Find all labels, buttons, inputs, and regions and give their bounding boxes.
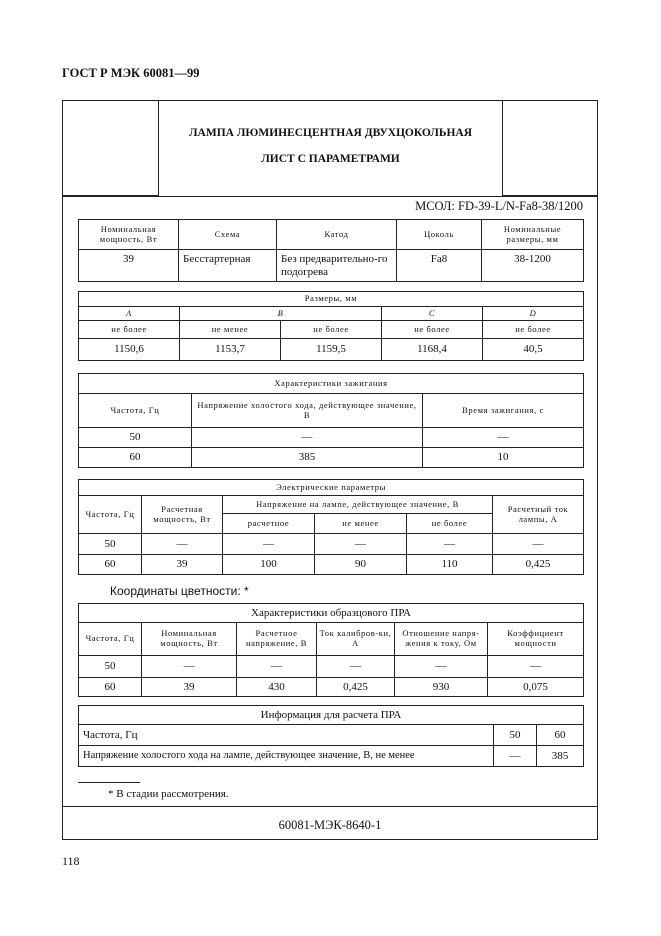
header-right-cell: [502, 100, 598, 196]
table-cell: 60: [79, 448, 192, 468]
limit-label: не более: [483, 321, 584, 339]
electrical-table: [78, 479, 584, 575]
table-cell: 60: [79, 678, 142, 697]
table-cell: 0,425: [317, 678, 395, 697]
table-cell: 430: [237, 678, 317, 697]
sub-header: расчетное: [223, 514, 315, 534]
table-cell: 39: [79, 250, 179, 282]
table-title: Характеристики зажигания: [79, 374, 584, 394]
dimensions-table: [78, 291, 584, 361]
lamp-code: МСОЛ: FD-39-L/N-Fa8-38/1200: [415, 199, 583, 213]
document-id: ГОСТ Р МЭК 60081—99: [62, 66, 200, 80]
table-cell: 1168,4: [382, 339, 483, 361]
table-cell: 60: [79, 555, 142, 575]
col-header: Схема: [179, 220, 277, 250]
table-cell: 100: [223, 555, 315, 575]
table-cell: 1153,7: [180, 339, 281, 361]
col-header: Катод: [277, 220, 397, 250]
reference-ballast-table: [78, 603, 584, 697]
page-number: 118: [62, 854, 80, 868]
table-cell: Бесстартерная: [179, 250, 277, 282]
sub-header: не менее: [315, 514, 407, 534]
table-cell: 1150,6: [79, 339, 180, 361]
sheet-title-line2: ЛИСТ С ПАРАМЕТРАМИ: [261, 153, 400, 165]
limit-label: не более: [281, 321, 382, 339]
table-cell: —: [494, 746, 537, 767]
table-cell: 0,075: [488, 678, 584, 697]
table-cell: —: [223, 534, 315, 555]
table-cell: —: [488, 656, 584, 678]
col-header: Расчетная мощность, Вт: [142, 496, 223, 534]
col-header: Расчетное напряжение, В: [237, 623, 317, 656]
table-cell: 39: [142, 555, 223, 575]
general-table: [78, 219, 584, 282]
dimension-letter: C: [382, 307, 483, 321]
col-header: Номинальная мощность, Вт: [79, 220, 179, 250]
table-cell: —: [142, 534, 223, 555]
col-header: Напряжение холостого хода, действующее значение, В: [192, 394, 423, 428]
table-cell: —: [317, 656, 395, 678]
table-cell: 39: [142, 678, 237, 697]
footnote: * В стадии рассмотрения.: [108, 788, 229, 800]
table-cell: 50: [79, 428, 192, 448]
header-left-cell: [62, 100, 159, 196]
ignition-table: [78, 373, 584, 468]
table-cell: 50: [79, 656, 142, 678]
table-cell: 90: [315, 555, 407, 575]
col-header: Частота, Гц: [79, 623, 142, 656]
table-title: Электрические параметры: [79, 480, 584, 496]
table-cell: —: [493, 534, 584, 555]
col-header: Напряжение на лампе, действующее значение, В: [223, 496, 493, 514]
table-cell: —: [237, 656, 317, 678]
table-cell: Fa8: [397, 250, 482, 282]
table-cell: 385: [192, 448, 423, 468]
table-cell: 40,5: [483, 339, 584, 361]
table-cell: 38-1200: [482, 250, 584, 282]
table-cell: 60: [537, 725, 584, 746]
footnote-separator: [78, 782, 140, 783]
limit-label: не менее: [180, 321, 281, 339]
table-cell: 50: [494, 725, 537, 746]
col-header: Коэффициент мощности: [488, 623, 584, 656]
table-cell: —: [142, 656, 237, 678]
table-cell: —: [192, 428, 423, 448]
table-cell: 10: [423, 448, 584, 468]
dimension-letter: D: [483, 307, 584, 321]
col-header: Цоколь: [397, 220, 482, 250]
dimension-letter: A: [79, 307, 180, 321]
table-title: Размеры, мм: [79, 292, 584, 307]
col-header: Отношение напря-жения к току, Ом: [395, 623, 488, 656]
limit-label: не более: [382, 321, 483, 339]
table-title: Характеристики образцового ПРА: [79, 604, 584, 623]
table-cell: —: [423, 428, 584, 448]
table-title: Информация для расчета ПРА: [79, 706, 584, 725]
dimension-letter: B: [180, 307, 382, 321]
col-header: Ток калибров-ки, А: [317, 623, 395, 656]
sheet-code: 60081-МЭК-8640-1: [278, 818, 382, 832]
table-cell: 110: [407, 555, 493, 575]
table-cell: —: [315, 534, 407, 555]
limit-label: не более: [79, 321, 180, 339]
table-cell: Без предварительно-го подогрева: [277, 250, 397, 282]
table-cell: 930: [395, 678, 488, 697]
col-header: Время зажигания, с: [423, 394, 584, 428]
sub-header: не более: [407, 514, 493, 534]
header-rule: [62, 196, 598, 197]
table-cell: Напряжение холостого хода на лампе, действующее значение, В, не менее: [79, 746, 494, 767]
table-cell: 1159,5: [281, 339, 382, 361]
table-cell: 385: [537, 746, 584, 767]
table-cell: —: [407, 534, 493, 555]
col-header: Частота, Гц: [79, 496, 142, 534]
table-cell: —: [395, 656, 488, 678]
table-cell: Частота, Гц: [79, 725, 494, 746]
color-coordinates-label: Координаты цветности: *: [110, 584, 249, 598]
col-header: Номинальная мощность, Вт: [142, 623, 237, 656]
table-cell: 0,425: [493, 555, 584, 575]
table-cell: 50: [79, 534, 142, 555]
col-header: Номинальные размеры, мм: [482, 220, 584, 250]
sheet-title-line1: ЛАМПА ЛЮМИНЕСЦЕНТНАЯ ДВУХЦОКОЛЬНАЯ: [188, 127, 473, 139]
col-header: Частота, Гц: [79, 394, 192, 428]
col-header: Расчетный ток лампы, А: [493, 496, 584, 534]
ballast-info-table: [78, 705, 584, 767]
footer-rule: [62, 806, 598, 807]
